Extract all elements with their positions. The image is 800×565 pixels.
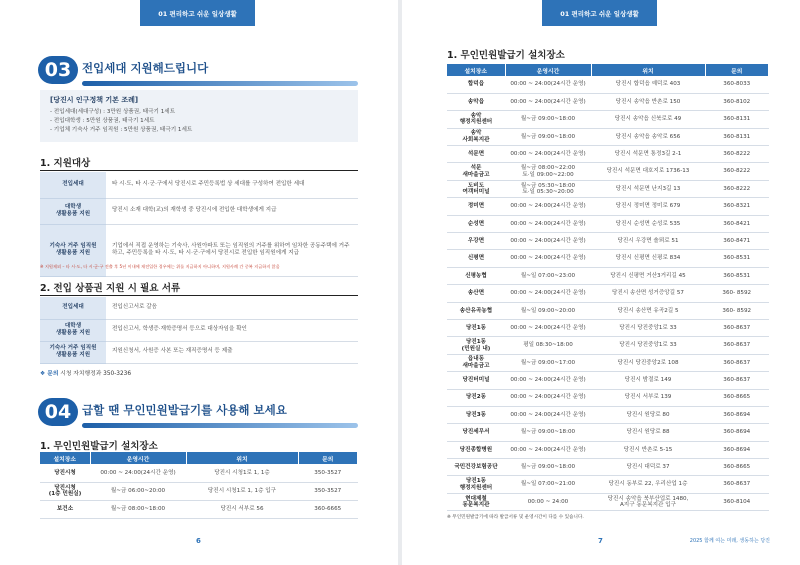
table-row <box>447 128 769 145</box>
col-header: 위치 <box>186 452 298 464</box>
hours-cell: 월~금 09:00~18:00 <box>505 111 591 128</box>
row-label: 기숙사 거주 임직원 생활용품 지원 <box>40 224 106 276</box>
location-cell: 당진시 당진중앙1로 33 <box>591 319 705 336</box>
table-row <box>447 354 769 371</box>
hours-cell: 00:00 ~ 24:00 <box>505 493 591 510</box>
col-header: 운영시간 <box>505 64 591 76</box>
place-cell: 당진1동 (민원실 내) <box>447 337 505 354</box>
hours-cell: 00:00 ~ 24:00(24시간 운영) <box>505 372 591 389</box>
section-underline <box>82 81 358 86</box>
location-cell: 당진시 송악읍 반촌로 150 <box>591 93 705 110</box>
support-title: 1. 지원대상 <box>40 158 91 169</box>
phone-cell: 360- 8592 <box>705 285 769 302</box>
place-cell: 당진시청 <box>40 464 90 482</box>
row-label: 전입세대 <box>40 297 106 319</box>
table-row <box>447 180 769 197</box>
location-cell: 당진시 정미면 정미로 679 <box>591 198 705 215</box>
ordinance-box <box>40 90 358 142</box>
section-03-header <box>38 56 358 86</box>
row-value: 기업에서 직접 운영하는 기숙사, 사원아파트 또는 임직원의 거주를 위하여 임차한 공동주택에 거주하고, 주민등록을 타 시·도, 타 시·군·구에서 당진시로 전입한 임직원에게 지급 <box>106 224 358 276</box>
phone-cell: 360-8637 <box>705 372 769 389</box>
place-cell: 당진1동 행정지원센터 <box>447 476 505 493</box>
col-header: 설치장소 <box>447 64 505 76</box>
phone-cell: 360-8531 <box>705 250 769 267</box>
hours-cell: 00:00 ~ 24:00(24시간 운영) <box>505 285 591 302</box>
table-row <box>40 341 358 363</box>
phone-cell: 360-8694 <box>705 424 769 441</box>
exclusion-note: ※ 지원제외 – 타 시·도, 타 시·군·구 전출 후 5년 이내에 재전입한 경우에는 위를 지급하지 아니하며, 지원사례 간 중복 지급하지 않음 <box>40 264 280 269</box>
hours-cell: 00:00 ~ 24:00(24시간 운영) <box>505 389 591 406</box>
row-value: 전입신고서로 갈음 <box>106 297 358 319</box>
hours-cell: 월~금 06:00~20:00 <box>90 482 186 500</box>
place-cell: 순성면 <box>447 215 505 232</box>
table-row <box>447 441 769 458</box>
location-cell: 당진시 시청1로 1, 1층 입구 <box>186 482 298 500</box>
table-row <box>447 389 769 406</box>
phone-cell: 360-8102 <box>705 93 769 110</box>
table-row <box>447 459 769 476</box>
hours-cell: 00:00 ~ 24:00(24시간 운영) <box>505 406 591 423</box>
location-cell: 당진시 송악읍 신북로로 49 <box>591 111 705 128</box>
place-cell: 당진세무서 <box>447 424 505 441</box>
phone-cell: 360-8637 <box>705 319 769 336</box>
place-cell: 국민건강보험공단 <box>447 459 505 476</box>
col-header: 위치 <box>591 64 705 76</box>
hours-cell: 00:00 ~ 24:00(24시간 운영) <box>505 250 591 267</box>
location-cell: 당진시 서부로 56 <box>186 500 298 518</box>
table-row <box>40 319 358 341</box>
table-row <box>447 302 769 319</box>
phone-cell: 360-6665 <box>298 500 358 518</box>
hours-cell: 평일 08:30~18:00 <box>505 337 591 354</box>
support-table <box>40 172 358 277</box>
kiosk-title: 1. 무인민원발급기 설치장소 <box>40 441 158 452</box>
phone-cell: 360-8033 <box>705 76 769 93</box>
chapter-tab: 01 편리하고 쉬운 일상생활 <box>542 0 657 26</box>
place-cell: 정미면 <box>447 198 505 215</box>
table-row <box>447 406 769 423</box>
footnote: ※ 무인민원발급기에 따라 발급서류 및 운영시간이 다를 수 있습니다. <box>447 515 584 520</box>
hours-cell: 00:00 ~ 24:00(24시간 운영) <box>90 464 186 482</box>
place-cell: 당진1동 <box>447 319 505 336</box>
hours-cell: 00:00 ~ 24:00(24시간 운영) <box>505 198 591 215</box>
section-title: 전입세대 지원해드립니다 <box>82 61 209 75</box>
place-cell: 보건소 <box>40 500 90 518</box>
hours-cell: 월~일 07:00~23:00 <box>505 267 591 284</box>
hours-cell: 월~금 09:00~18:00 <box>505 128 591 145</box>
phone-cell: 360-8131 <box>705 111 769 128</box>
page-number: 6 <box>196 537 201 545</box>
phone-cell: 360-8531 <box>705 267 769 284</box>
place-cell: 현대제철 동문복지관 <box>447 493 505 510</box>
place-cell: 신평농협 <box>447 267 505 284</box>
place-cell: 송악 사회복지관 <box>447 128 505 145</box>
section-title: 급할 땐 무인민원발급기를 사용해 보세요 <box>82 403 287 417</box>
location-cell: 당진시 석문면 통정3길 2-1 <box>591 146 705 163</box>
table-row <box>447 93 769 110</box>
hours-cell: 월~금 09:00~18:00 <box>505 459 591 476</box>
table-row <box>447 337 769 354</box>
table-row <box>40 297 358 319</box>
phone-cell: 360-8637 <box>705 337 769 354</box>
table-row <box>447 424 769 441</box>
location-cell: 당진시 당진중앙2로 108 <box>591 354 705 371</box>
location-cell: 당진시 밤절로 149 <box>591 372 705 389</box>
phone-cell: 360-8222 <box>705 146 769 163</box>
hours-cell: 00:00 ~ 24:00(24시간 운영) <box>505 319 591 336</box>
phone-cell: 350-3527 <box>298 482 358 500</box>
phone-cell: 360-8665 <box>705 459 769 476</box>
hours-cell: 월~일 07:00~21:00 <box>505 476 591 493</box>
footer-slogan: 2025 함께 여는 미래, 생동하는 당진 <box>689 538 770 544</box>
location-cell: 당진시 송악읍 송악로 656 <box>591 128 705 145</box>
location-cell: 당진시 서부로 139 <box>591 389 705 406</box>
hours-cell: 월~금 09:00~17:00 <box>505 354 591 371</box>
section-04-header <box>38 398 358 428</box>
page-right <box>402 0 800 565</box>
table-header <box>447 64 769 76</box>
table-row <box>40 198 358 224</box>
row-label: 대학생 생활용품 지원 <box>40 319 106 341</box>
location-cell: 당진시 석문면 대호지로 1736-13 <box>591 163 705 180</box>
hours-cell: 00:00 ~ 24:00(24시간 운영) <box>505 146 591 163</box>
table-row <box>40 482 358 500</box>
section-underline <box>82 423 358 428</box>
phone-cell: 360-8665 <box>705 389 769 406</box>
location-cell: 당진시 신평면 거산3거리길 45 <box>591 267 705 284</box>
place-cell: 당진시청 (1층 민원실) <box>40 482 90 500</box>
hours-cell: 00:00 ~ 24:00(24시간 운영) <box>505 233 591 250</box>
ordinance-item: - 기업체 기숙사 거주 임직원 : 5만원 상품권, 태극기 1세트 <box>50 127 193 133</box>
place-cell: 송산면 <box>447 285 505 302</box>
row-label: 대학생 생활용품 지원 <box>40 198 106 224</box>
phone-cell: 360-8421 <box>705 215 769 232</box>
chapter-tab: 01 편리하고 쉬운 일상생활 <box>140 0 255 26</box>
location-cell: 당진시 동부로 22, 우리산업 1층 <box>591 476 705 493</box>
location-cell: 당진시 합덕읍 예덕로 403 <box>591 76 705 93</box>
place-cell: 읍내동 새마을금고 <box>447 354 505 371</box>
phone-cell: 360-8104 <box>705 493 769 510</box>
place-cell: 당진2동 <box>447 389 505 406</box>
hours-cell: 00:00 ~ 24:00(24시간 운영) <box>505 441 591 458</box>
table-header <box>40 452 358 464</box>
table-row <box>40 464 358 482</box>
inquiry-label: ❖ 문의 <box>40 371 59 377</box>
location-cell: 당진시 당진중앙1로 33 <box>591 337 705 354</box>
table-row <box>447 163 769 180</box>
row-label: 전입세대 <box>40 172 106 198</box>
divider <box>40 295 358 296</box>
place-cell: 우강면 <box>447 233 505 250</box>
place-cell: 합덕읍 <box>447 76 505 93</box>
page-number: 7 <box>598 537 603 545</box>
docs-title: 2. 전입 상품권 지원 시 필요 서류 <box>40 283 181 294</box>
hours-cell: 월~금 08:00~18:00 <box>90 500 186 518</box>
phone-cell: 360-8131 <box>705 128 769 145</box>
place-cell: 당진3동 <box>447 406 505 423</box>
ordinance-title: [당진시 인구정책 기본 조례] <box>50 96 139 104</box>
location-cell: 당진시 원당로 88 <box>591 424 705 441</box>
table-row <box>447 372 769 389</box>
phone-cell: 360-8637 <box>705 354 769 371</box>
place-cell: 당진종합병원 <box>447 441 505 458</box>
place-cell: 당진터미널 <box>447 372 505 389</box>
hours-cell: 00:00 ~ 24:00(24시간 운영) <box>505 93 591 110</box>
inquiry-contact: 시청 자치행정과 350-3236 <box>60 371 132 377</box>
place-cell: 석문 새마을금고 <box>447 163 505 180</box>
location-cell: 당진시 순성면 순성로 535 <box>591 215 705 232</box>
page-left <box>0 0 398 565</box>
row-label: 기숙사 거주 임직원 생활용품 지원 <box>40 341 106 363</box>
ordinance-item: - 전입세대(세대구성) : 3만원 상품권, 태극기 1세트 <box>50 109 176 115</box>
row-value: 전입신고서, 학생증·재학증명서 등으로 대상자임을 확인 <box>106 319 358 341</box>
location-cell: 당진시 송산면 유곡2길 5 <box>591 302 705 319</box>
row-value: 당진시 소재 대학(교)의 재학생 중 당진시에 전입한 대학생에게 지급 <box>106 198 358 224</box>
place-cell: 송산유곡농협 <box>447 302 505 319</box>
phone-cell: 360-8321 <box>705 198 769 215</box>
table-row <box>447 215 769 232</box>
location-cell: 당진시 우강면 솔뫼로 51 <box>591 233 705 250</box>
place-cell: 석문면 <box>447 146 505 163</box>
table-row <box>40 172 358 198</box>
phone-cell: 360-8222 <box>705 180 769 197</box>
phone-cell: 360-8222 <box>705 163 769 180</box>
phone-cell: 360-8471 <box>705 233 769 250</box>
table-row <box>447 146 769 163</box>
inquiry <box>40 368 131 377</box>
table-row <box>447 493 769 510</box>
location-cell: 당진시 송산면 성거증앙길 57 <box>591 285 705 302</box>
kiosk-title: 1. 무인민원발급기 설치장소 <box>447 50 565 61</box>
table-row <box>447 285 769 302</box>
phone-cell: 360- 8592 <box>705 302 769 319</box>
table-row <box>40 500 358 518</box>
place-cell: 송악읍 <box>447 93 505 110</box>
table-row <box>447 267 769 284</box>
location-cell: 당진시 석문면 난지3길 13 <box>591 180 705 197</box>
hours-cell: 월~금 08:00~22:00 토·일 09:00~22:00 <box>505 163 591 180</box>
place-cell: 신평면 <box>447 250 505 267</box>
location-cell: 당진시 반촌로 5-15 <box>591 441 705 458</box>
col-header: 문의 <box>298 452 358 464</box>
phone-cell: 360-8694 <box>705 406 769 423</box>
table-row <box>447 111 769 128</box>
hours-cell: 00:00 ~ 24:00(24시간 운영) <box>505 215 591 232</box>
table-row <box>447 76 769 93</box>
row-value: 지원신청서, 사원증 사본 또는 재직증명서 등 제출 <box>106 341 358 363</box>
location-cell: 당진시 송악읍 북부산업로 1480, A지구 동문복지관 입구 <box>591 493 705 510</box>
hours-cell: 00:00 ~ 24:00(24시간 운영) <box>505 76 591 93</box>
table-row <box>447 250 769 267</box>
section-number: 04 <box>38 398 78 426</box>
phone-cell: 350-3527 <box>298 464 358 482</box>
location-cell: 당진시 시청1로 1, 1층 <box>186 464 298 482</box>
col-header: 운영시간 <box>90 452 186 464</box>
col-header: 설치장소 <box>40 452 90 464</box>
location-cell: 당진시 신평면 신평로 834 <box>591 250 705 267</box>
table-row <box>447 476 769 493</box>
place-cell: 도비도 여객터미널 <box>447 180 505 197</box>
table-row <box>447 233 769 250</box>
table-row <box>447 319 769 336</box>
phone-cell: 360-8694 <box>705 441 769 458</box>
divider <box>40 170 358 171</box>
phone-cell: 360-8637 <box>705 476 769 493</box>
place-cell: 송악 행정지원센터 <box>447 111 505 128</box>
docs-table <box>40 297 358 364</box>
row-value: 타 시·도, 타 시·군·구에서 당진시로 주민등록법 상 세대를 구성하여 전입한 세대 <box>106 172 358 198</box>
col-header: 문의 <box>705 64 769 76</box>
kiosk-table-left <box>40 452 358 519</box>
hours-cell: 월~일 09:00~20:00 <box>505 302 591 319</box>
ordinance-item: - 전입대학생 : 5만원 상품권, 태극기 1세트 <box>50 118 155 124</box>
location-cell: 당진시 원당로 80 <box>591 406 705 423</box>
hours-cell: 월~금 05:30~18:00 토·일 05:30~20:00 <box>505 180 591 197</box>
hours-cell: 월~금 09:00~18:00 <box>505 424 591 441</box>
table-row <box>447 198 769 215</box>
location-cell: 당진시 대덕로 37 <box>591 459 705 476</box>
section-number: 03 <box>38 56 78 84</box>
kiosk-table-right <box>447 64 769 511</box>
